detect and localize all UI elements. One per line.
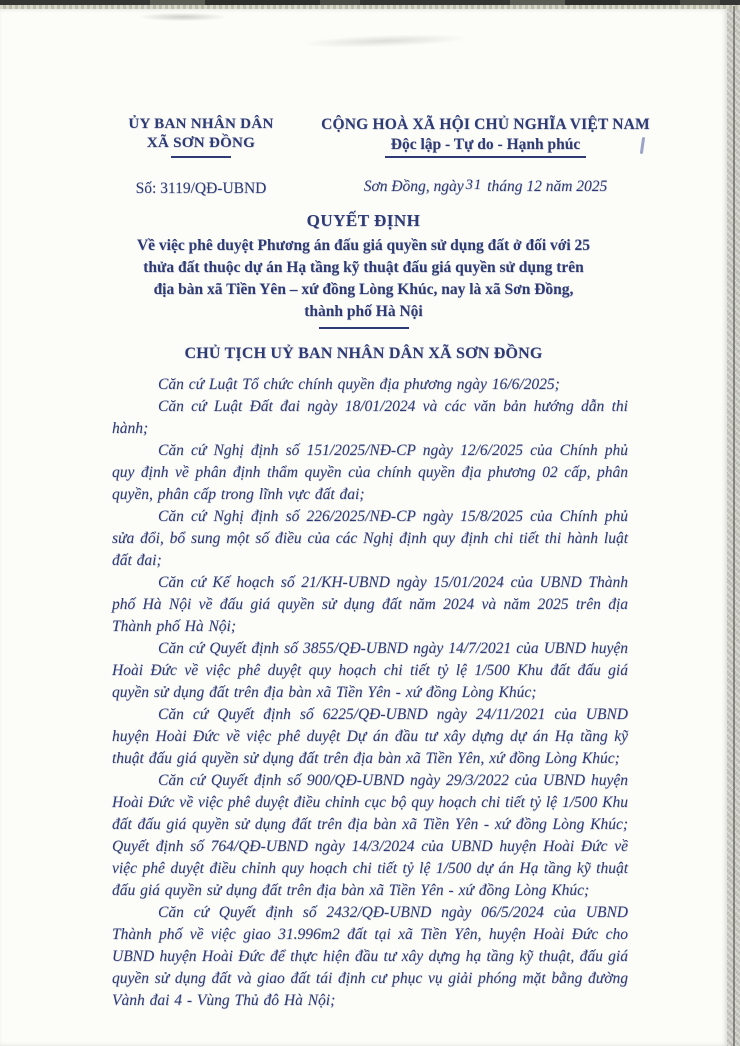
place-date-line (316, 178, 655, 196)
title-block (0, 210, 727, 329)
issuer-name-line2: XÃ SƠN ĐỒNG (146, 135, 256, 151)
date-suffix: tháng 12 năm 2025 (487, 178, 608, 195)
title-underline (319, 327, 409, 329)
document-header (0, 115, 727, 198)
handwritten-day: 31 (465, 177, 483, 193)
recital-paragraph: Căn cứ Quyết định số 2432/QĐ-UBND ngày 06/5/2024 của UBND Thành phố về việc giao 31.996m2 đất tại xã Tiền Yên, huyện Hoài Đức cho UBND huyện Hoài Đức để thực hiện đầu tư xây dựng hạ tầng kỹ thuật, đấu giá quyền sử dụng đất và giao đất tái định cư phục vụ giải phóng mặt bằng đường Vành đai 4 - Vùng Thủ đô Hà Nội; (112, 904, 628, 1009)
recitals-section (112, 374, 628, 1012)
document-title: QUYẾT ĐỊNH (306, 211, 421, 230)
recital-paragraph: Căn cứ Kế hoạch số 21/KH-UBND ngày 15/01/2024 của UBND Thành phố Hà Nội về đấu giá quyền sử dụng đất năm 2024 và năm 2025 trên địa Thành phố Hà Nội; (112, 574, 628, 635)
document-paper (0, 9, 727, 1046)
national-header-block (316, 115, 655, 196)
subtitle-line: Về việc phê duyệt Phương án đấu giá quyền sử dụng đất ở đối với 25 (136, 237, 591, 254)
document-content (0, 9, 727, 1012)
recital-paragraph: Căn cứ Quyết định số 6225/QĐ-UBND ngày 24/11/2021 của UBND huyện Hoài Đức về việc phê duyệt Dự án đầu tư xây dựng dự án Hạ tầng kỹ thuật đấu giá quyền sử dụng đất trên địa bàn xã Tiền Yên, xứ đồng Lòng Khúc; (112, 706, 628, 767)
recital-paragraph: Căn cứ Luật Tổ chức chính quyền địa phương ngày 16/6/2025; (158, 376, 560, 393)
issuer-underline (171, 156, 231, 158)
subtitle-line: địa bàn xã Tiền Yên – xứ đồng Lòng Khúc, nay là xã Sơn Đồng, (153, 281, 574, 298)
scanner-edge-strip (0, 0, 740, 9)
subtitle-line: thửa đất thuộc dự án Hạ tầng kỹ thuật đấu giá quyền sử dụng trên (143, 259, 584, 276)
issuer-name-line1: ỦY BAN NHÂN DÂN (128, 116, 274, 132)
paper-right-edge-line (733, 6, 735, 1046)
subtitle-line: thành phố Hà Nội (304, 303, 423, 320)
recital-paragraph: Căn cứ Nghị định số 226/2025/NĐ-CP ngày 15/8/2025 của Chính phủ sửa đổi, bổ sung một số điều của các Nghị định quy định chi tiết thi hành luật đất đai; (112, 508, 628, 569)
national-name: CỘNG HOÀ XÃ HỘI CHỦ NGHĨA VIỆT NAM (321, 116, 650, 133)
recital-paragraph: Căn cứ Quyết định số 3855/QĐ-UBND ngày 14/7/2021 của UBND huyện Hoài Đức về việc phê duyệt quy hoạch chi tiết tỷ lệ 1/500 Khu đất đấu giá quyền sử dụng đất trên địa bàn xã Tiền Yên - xứ đồng Lòng Khúc; (112, 640, 628, 701)
issuing-authority-line: CHỦ TỊCH UỶ BAN NHÂN DÂN XÃ SƠN ĐỒNG (184, 345, 543, 362)
document-number: Số: 3119/QĐ-UBND (135, 180, 267, 197)
issuer-block (112, 115, 290, 198)
document-subtitle (0, 235, 727, 323)
recital-paragraph: Căn cứ Nghị định số 151/2025/NĐ-CP ngày 12/6/2025 của Chính phủ quy định về phân định thẩm quyền của chính quyền địa phương 02 cấp, phân quyền, phân cấp trong lĩnh vực đất đai; (112, 442, 628, 503)
recital-paragraph: Căn cứ Quyết định số 900/QĐ-UBND ngày 29/3/2022 của UBND huyện Hoài Đức về việc phê duyệt điều chỉnh cục bộ quy hoạch chi tiết tỷ lệ 1/500 Khu đất đấu giá quyền sử dụng đất trên địa bàn xã Tiền Yên - xứ đồng Lòng Khúc; Quyết định số 764/QĐ-UBND ngày 14/3/2024 của UBND huyện Hoài Đức về việc phê duyệt điều chỉnh quy hoạch chi tiết tỷ lệ 1/500 dự án Hạ tầng kỹ thuật đấu giá quyền sử dụng đất trên địa bàn xã Tiền Yên - xứ đồng Lòng Khúc; (112, 772, 628, 899)
national-motto: Độc lập - Tự do - Hạnh phúc (385, 135, 586, 158)
recital-paragraph: Căn cứ Luật Đất đai ngày 18/01/2024 và các văn bản hướng dẫn thi hành; (112, 398, 628, 437)
date-prefix: Sơn Đồng, ngày (363, 178, 464, 195)
